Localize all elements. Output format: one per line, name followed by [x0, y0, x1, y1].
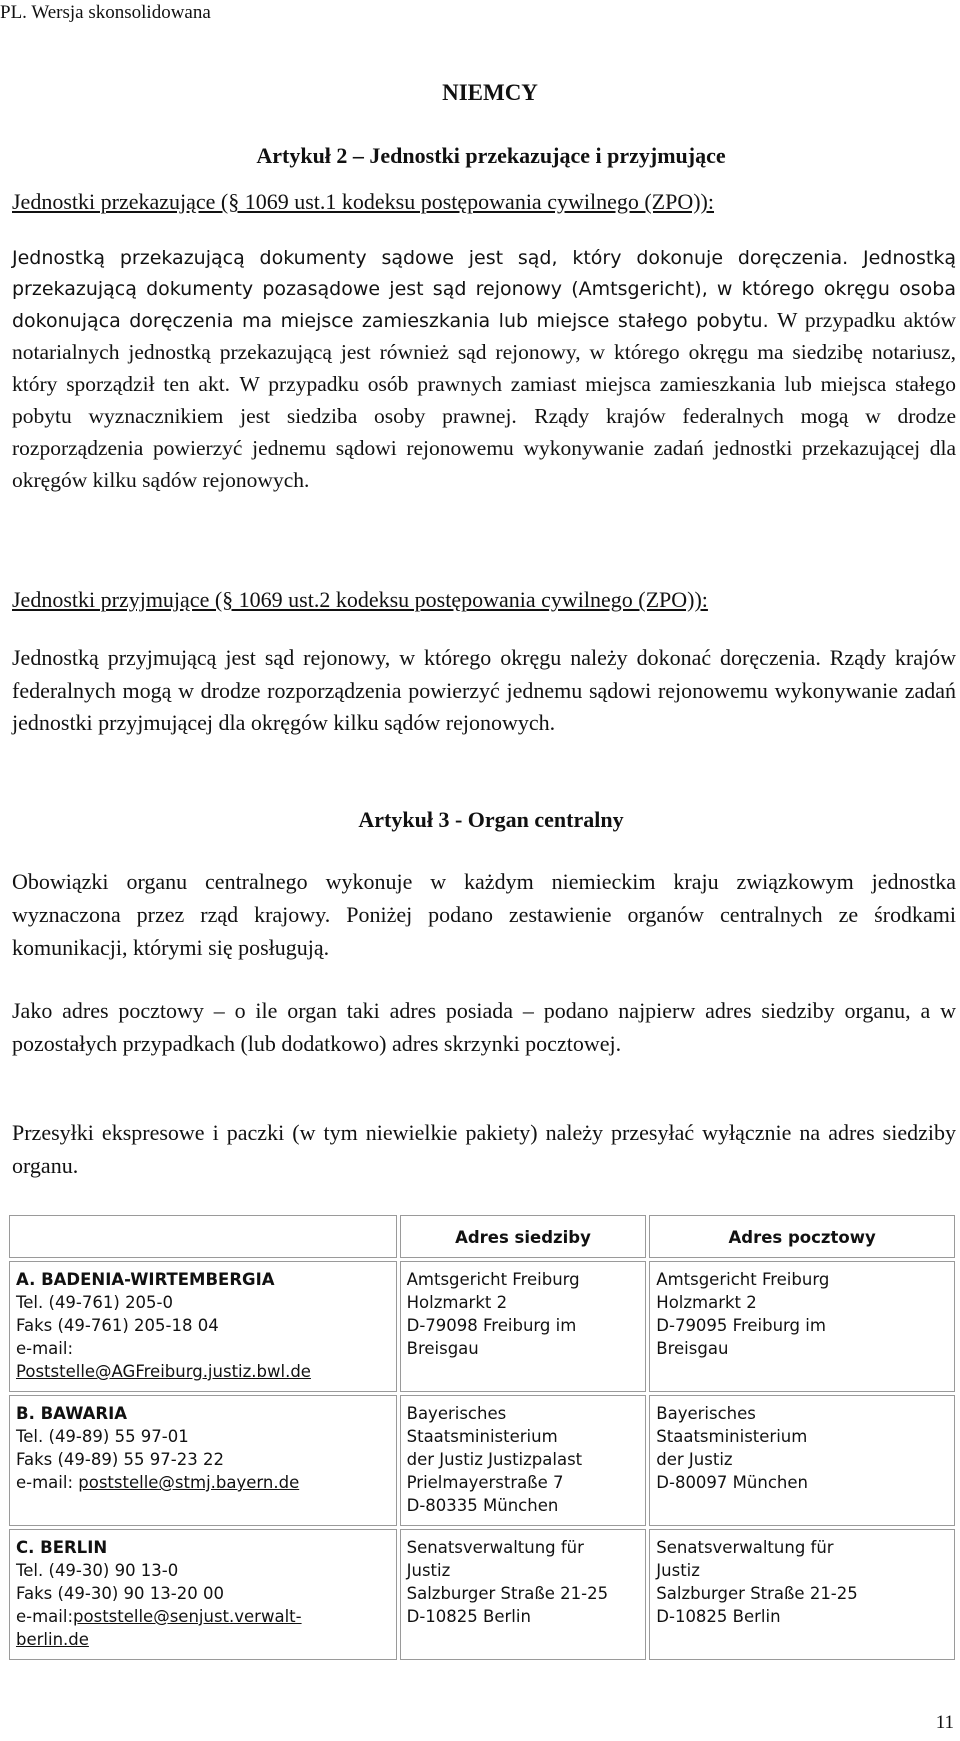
postal-line: Bayerisches Staatsministerium [656, 1404, 808, 1446]
seat-line: D-79098 Freiburg im Breisgau [406, 1316, 577, 1358]
fax: Faks (49-30) 90 13-20 00 [16, 1584, 224, 1603]
postal-line: Holzmarkt 2 [656, 1293, 757, 1312]
postal-address-cell [649, 1395, 955, 1526]
seat-line: Senatsverwaltung für Justiz [406, 1538, 584, 1580]
email-link[interactable]: poststelle@senjust.verwalt-berlin.de [16, 1607, 302, 1649]
page-number: 11 [935, 1712, 954, 1733]
seat-line: Prielmayerstraße 7 [406, 1473, 564, 1492]
email-label: e-mail: [16, 1339, 74, 1358]
article-3-paragraph-3: Przesyłki ekspresowe i paczki (w tym niewielkie pakiety) należy przesyłać wyłącznie na adres siedziby organu. [12, 1120, 956, 1178]
contact-cell [9, 1395, 397, 1526]
seat-line: Amtsgericht Freiburg [406, 1270, 580, 1289]
email-label: e-mail: [16, 1607, 74, 1626]
seat-line: Salzburger Straße 21-25 [406, 1584, 609, 1603]
land-name: B. BAWARIA [16, 1404, 128, 1423]
postal-line: D-10825 Berlin [656, 1607, 781, 1626]
seat-line: Holzmarkt 2 [406, 1293, 508, 1312]
fax: Faks (49-761) 205-18 04 [16, 1316, 219, 1335]
table-row [9, 1395, 955, 1526]
postal-line: D-79095 Freiburg im Breisgau [656, 1316, 826, 1358]
postal-line: Senatsverwaltung für Justiz [656, 1538, 834, 1580]
transmitting-text-2: Jednostką przekazującą dokumenty pozasądowe jest sąd rejonowy (Amtsgericht), w którego okręgu osoba dokonująca doręczenia ma miejsce zamieszkania lub miejsce stałego pobytu. [12, 247, 956, 332]
receiving-text: Jednostką przyjmującą jest sąd rejonowy, w którego okręgu należy dokonać doręczenia. Rządy krajów federalnych mogą w drodze rozporządzenia powierzyć jednemu sądowi rejonowemu wykonywanie zadań jednostki przyjmującej dla okręgów kilku sądów rejonowych. [12, 645, 956, 735]
header-empty [9, 1215, 397, 1258]
land-name: C. BERLIN [16, 1538, 108, 1557]
article-3-paragraph-2: Jako adres pocztowy – o ile organ taki adres posiada – podano najpierw adres siedziby organu, a w pozostałych przypadkach (lub dodatkowo) adres skrzynki pocztowej. [12, 998, 956, 1056]
transmitting-heading: Jednostki przekazujące (§ 1069 ust.1 kodeksu postępowania cywilnego (ZPO)): [12, 189, 714, 214]
postal-address-cell [649, 1261, 955, 1392]
land-name: A. BADENIA-WIRTEMBERGIA [16, 1270, 275, 1289]
postal-line: Salzburger Straße 21-25 [656, 1584, 858, 1603]
fax: Faks (49-89) 55 97-23 22 [16, 1450, 224, 1469]
seat-line: Bayerisches Staatsministerium [406, 1404, 558, 1446]
article-2-title: Artykuł 2 – Jednostki przekazujące i przyjmujące [256, 143, 726, 168]
transmitting-text-5: Rządy krajów federalnych mogą w drodze rozporządzenia powierzyć jednemu sądowi rejonowemu wykonywanie zadań jednostki przekazującej dla okręgów kilku sądów rejonowych. [12, 404, 957, 492]
article-3-paragraph-1: Obowiązki organu centralnego wykonuje w każdym niemieckim kraju związkowym jednostka wyznaczona przez rząd krajowy. Poniżej podano zestawienie organów centralnych ze środkami komunikacji, którymi się posługują. [12, 869, 956, 960]
postal-address-cell [649, 1529, 955, 1660]
phone: Tel. (49-761) 205-0 [16, 1293, 174, 1312]
transmitting-text-3: W przypadku aktów notarialnych jednostką przekazującą jest również sąd rejonowy, w którego okręgu ma siedzibę notariusz, który sporządził ten akt. [12, 308, 956, 396]
seat-address-cell [400, 1395, 647, 1526]
receiving-heading: Jednostki przyjmujące (§ 1069 ust.2 kodeksu postępowania cywilnego (ZPO)): [12, 587, 708, 612]
header-postal-address: Adres pocztowy [649, 1215, 955, 1258]
seat-address-cell [400, 1261, 647, 1392]
postal-line: D-80097 München [656, 1473, 808, 1492]
phone: Tel. (49-89) 55 97-01 [16, 1427, 189, 1446]
seat-line: D-10825 Berlin [406, 1607, 531, 1626]
transmitting-text-1: Jednostką przekazującą dokumenty sądowe jest sąd, który dokonuje doręczenia. [12, 247, 849, 269]
contact-cell [9, 1529, 397, 1660]
table-row [9, 1529, 955, 1660]
header-seat-address: Adres siedziby [400, 1215, 647, 1258]
email-link[interactable]: Poststelle@AGFreiburg.justiz.bwl.de [16, 1362, 311, 1381]
email-line [16, 1471, 390, 1494]
seat-address-cell [400, 1529, 647, 1660]
postal-line: Amtsgericht Freiburg [656, 1270, 830, 1289]
transmitting-paragraph [12, 243, 956, 497]
email-line [16, 1605, 366, 1651]
seat-line: der Justiz Justizpalast [406, 1450, 583, 1469]
transmitting-text-4: W przypadku osób prawnych zamiast miejsca zamieszkania lub miejsca stałego pobytu wyznacznikiem jest siedziba osoby prawnej. [12, 372, 956, 428]
running-head: PL. Wersja skonsolidowana [0, 2, 211, 23]
phone: Tel. (49-30) 90 13-0 [16, 1561, 179, 1580]
contact-cell [9, 1261, 397, 1392]
article-3-title: Artykuł 3 - Organ centralny [358, 807, 624, 832]
table-row [9, 1261, 955, 1392]
postal-line: der Justiz [656, 1450, 733, 1469]
seat-line: D-80335 München [406, 1496, 559, 1515]
email-label: e-mail: [16, 1473, 79, 1492]
email-link[interactable]: poststelle@stmj.bayern.de [78, 1473, 300, 1492]
transmitting-text [12, 243, 956, 497]
table-header-row [9, 1215, 955, 1258]
country-title: NIEMCY [442, 80, 538, 105]
central-authority-table [6, 1212, 958, 1663]
